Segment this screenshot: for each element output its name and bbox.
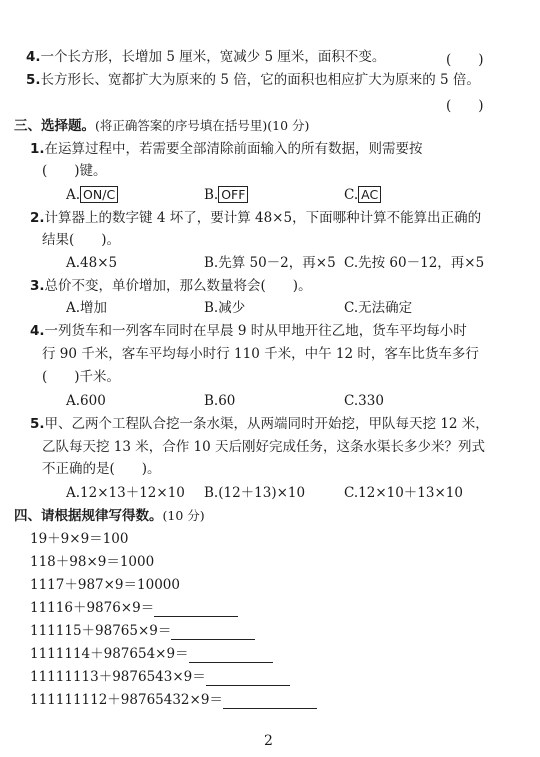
section4-heading: [14, 507, 205, 525]
section3-heading: [14, 117, 309, 135]
pattern-eq-7-text: 11111113＋9876543×9＝: [30, 669, 206, 685]
answer-blank-6[interactable]: [189, 648, 273, 663]
choice-q5-line1: [30, 415, 489, 433]
choice-q5-line3: 不正确的是( )。: [42, 461, 161, 477]
option-a-prefix: A.: [66, 187, 81, 203]
choice-q2-number: 2.: [30, 210, 45, 226]
option-c-prefix: C.: [344, 187, 359, 203]
answer-blank-8[interactable]: [223, 694, 317, 709]
judge-q4-text: 一个长方形，长增加 5 厘米，宽减少 5 厘米，面积不变。: [40, 49, 386, 65]
pattern-eq-5-text: 111115＋98765×9＝: [30, 623, 172, 639]
choice-q1-number: 1.: [30, 141, 45, 157]
choice-q2-option-b[interactable]: B.先算 50－2，再×5: [204, 255, 336, 271]
pattern-eq-6: [30, 645, 273, 663]
section4-title: 四、请根据规律写得数。: [14, 508, 163, 524]
pattern-eq-3: 1117＋987×9＝10000: [30, 577, 180, 593]
choice-q3-option-c[interactable]: C.无法确定: [344, 300, 413, 316]
key-ac: AC: [358, 186, 381, 203]
choice-q4-option-c[interactable]: C.330: [344, 393, 384, 409]
choice-q4-line1: [30, 322, 467, 340]
pattern-eq-8: [30, 691, 317, 709]
choice-q1-line2: ( )键。: [42, 163, 107, 179]
choice-q5-number: 5.: [30, 416, 45, 432]
choice-q3-line1: [30, 277, 312, 295]
choice-q4-stem: 一列货车和一列客车同时在早晨 9 时从甲地开往乙地，货车平均每小时: [44, 323, 467, 339]
choice-q4-number: 4.: [30, 323, 45, 339]
choice-q4-option-b[interactable]: B.60: [204, 393, 236, 409]
choice-q4-line3: ( )千米。: [42, 369, 121, 385]
choice-q1-option-b[interactable]: [204, 186, 248, 204]
pattern-eq-4-text: 11116＋9876×9＝: [30, 600, 155, 616]
choice-q5-option-c[interactable]: C.12×10＋13×10: [344, 485, 463, 501]
choice-q5-option-b[interactable]: B.(12＋13)×10: [204, 485, 306, 501]
choice-q2-stem: 计算器上的数字键 4 坏了，要计算 48×5，下面哪种计算不能算出正确的: [44, 210, 482, 226]
choice-q1-line1: [30, 140, 423, 158]
choice-q3-number: 3.: [30, 278, 45, 294]
choice-q3-stem: 总价不变，单价增加，那么数量将会( )。: [44, 278, 312, 294]
choice-q4-option-a[interactable]: A.600: [66, 393, 106, 409]
judge-q4-number: 4.: [26, 49, 41, 65]
pattern-eq-2: 118＋98×9＝1000: [30, 554, 155, 570]
section3-title: 三、选择题。: [14, 118, 95, 134]
answer-blank-5[interactable]: [171, 625, 255, 640]
pattern-eq-1: 19＋9×9＝100: [30, 531, 129, 547]
section4-score: (10 分): [162, 508, 205, 523]
key-on-c: ON/C: [80, 186, 118, 203]
pattern-eq-7: [30, 668, 290, 686]
choice-q1-stem: 在运算过程中，若需要全部清除前面输入的所有数据，则需要按: [44, 141, 423, 157]
answer-blank-4[interactable]: [154, 602, 238, 617]
choice-q4-line2: 行 90 千米，客车平均每小时行 110 千米，中午 12 时，客车比货车多行: [42, 346, 479, 362]
choice-q5-stem: 甲、乙两个工程队合挖一条水渠，从两端同时开始挖，甲队每天挖 12 米，: [44, 416, 489, 432]
pattern-eq-4: [30, 599, 238, 617]
pattern-eq-8-text: 111111112＋98765432×9＝: [30, 692, 223, 708]
pattern-eq-5: [30, 622, 255, 640]
answer-blank-7[interactable]: [206, 671, 290, 686]
judge-q4-answer-paren[interactable]: ( ): [446, 52, 484, 68]
page-number: 2: [264, 733, 273, 749]
judge-q5-number: 5.: [26, 72, 41, 88]
key-off: OFF: [218, 186, 248, 203]
choice-q2-option-c[interactable]: C.先按 60－12，再×5: [344, 255, 485, 271]
choice-q2-option-a[interactable]: A.48×5: [66, 255, 118, 271]
choice-q5-option-a[interactable]: A.12×13＋12×10: [66, 485, 185, 501]
judge-q5-answer-paren[interactable]: ( ): [446, 98, 484, 114]
choice-q3-option-b[interactable]: B.减少: [204, 300, 246, 316]
choice-q2-line2: 结果( )。: [42, 232, 121, 248]
judge-q5: [26, 71, 480, 89]
judge-q4: [26, 48, 385, 66]
choice-q5-line2: 乙队每天挖 13 米，合作 10 天后刚好完成任务，这条水渠长多少米？列式: [42, 439, 486, 455]
choice-q1-option-a[interactable]: [66, 186, 118, 204]
pattern-eq-6-text: 1111114＋987654×9＝: [30, 646, 189, 662]
choice-q2-line1: [30, 209, 481, 227]
option-b-prefix: B.: [204, 187, 219, 203]
section3-score: (10 分): [267, 118, 310, 133]
choice-q3-option-a[interactable]: A.增加: [66, 300, 108, 316]
section3-note: (将正确答案的序号填在括号里): [95, 118, 268, 133]
choice-q1-option-c[interactable]: [344, 186, 381, 204]
judge-q5-text: 长方形长、宽都扩大为原来的 5 倍，它的面积也相应扩大为原来的 5 倍。: [40, 72, 480, 88]
